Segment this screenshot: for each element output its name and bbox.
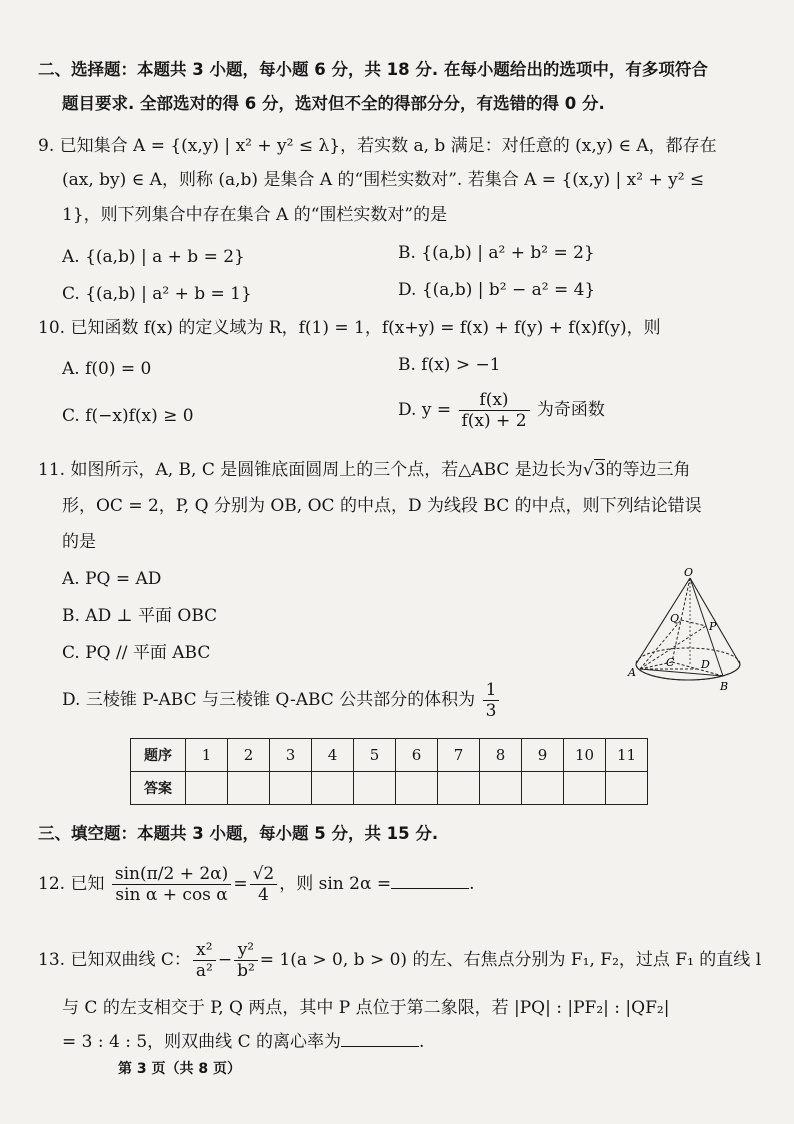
table-number-3: 3 [270, 739, 312, 772]
table-header-number: 题序 [131, 739, 186, 772]
q9-option-a: A. {(a,b) | a + b = 2} [62, 247, 245, 267]
answer-cell[interactable] [186, 772, 228, 805]
answer-cell[interactable] [396, 772, 438, 805]
table-number-8: 8 [480, 739, 522, 772]
q12-fraction [112, 864, 231, 905]
q12-numerator: sin(π/2 + 2α) [112, 864, 231, 885]
q12-equals: = [233, 874, 248, 894]
label-O: O [684, 566, 694, 579]
q13-fraction-x-num: x² [193, 940, 216, 961]
q13-end: . [418, 1032, 425, 1052]
table-number-9: 9 [522, 739, 564, 772]
q13-fraction-x [193, 940, 216, 981]
q9-option-b: B. {(a,b) | a² + b² = 2} [398, 243, 595, 263]
q13-prefix: 13. 已知双曲线 C： [38, 950, 191, 970]
q13-answer-blank[interactable] [341, 1030, 419, 1047]
answer-table [130, 738, 648, 805]
q11-stem-line1-b: 的等边三角 [605, 460, 691, 480]
q11-sqrt-value: 3 [594, 460, 606, 480]
answer-cell[interactable] [312, 772, 354, 805]
table-number-6: 6 [396, 739, 438, 772]
answer-cell[interactable] [270, 772, 312, 805]
q12-rhs-fraction [250, 864, 278, 905]
answer-cell[interactable] [564, 772, 606, 805]
label-B: B [720, 680, 729, 693]
table-number-4: 4 [312, 739, 354, 772]
q11-option-d-numerator: 1 [483, 680, 500, 701]
cone-figure [626, 566, 756, 700]
q12-rhs-denominator: 4 [257, 885, 269, 905]
q10-option-d-suffix: 为奇函数 [536, 400, 605, 420]
q10-option-d [398, 390, 605, 431]
q10-option-d-prefix: D. y = [398, 400, 452, 420]
q13-stem-line1 [38, 940, 761, 981]
q11-option-d-fraction [483, 680, 500, 721]
q12-end: . [469, 874, 475, 894]
table-number-10: 10 [564, 739, 606, 772]
answer-cell[interactable] [438, 772, 480, 805]
label-Q: Q [670, 612, 680, 625]
q11-option-b: B. AD ⊥ 平面 OBC [62, 606, 218, 626]
q10-option-c: C. f(−x)f(x) ≥ 0 [62, 406, 194, 426]
answer-cell[interactable] [522, 772, 564, 805]
q13-fraction-y-num: y² [234, 940, 258, 961]
label-P: P [709, 620, 717, 633]
q13-line3-text: = 3 : 4 : 5，则双曲线 C 的离心率为 [62, 1032, 341, 1052]
q10-stem: 10. 已知函数 f(x) 的定义域为 R，f(1) = 1，f(x+y) = f(x) + f(y) + f(x)f(y)，则 [38, 318, 661, 338]
section2-heading-line1: 二、选择题：本题共 3 小题，每小题 6 分，共 18 分. 在每小题给出的选项中，有多项符合 [38, 60, 708, 79]
q11-option-a: A. PQ = AD [62, 569, 162, 589]
q12-suffix: ，则 sin 2α = [279, 874, 392, 894]
page-footer: 第 3 页（共 8 页） [118, 1061, 241, 1077]
section2-heading-line2: 题目要求. 全部选对的得 6 分，选对但不全的得部分分，有选错的得 0 分. [62, 94, 605, 113]
sqrt-symbol: √ [582, 460, 594, 480]
answer-cell[interactable] [354, 772, 396, 805]
section3-heading: 三、填空题：本题共 3 小题，每小题 5 分，共 15 分. [38, 824, 439, 843]
q10-option-a: A. f(0) = 0 [62, 359, 152, 379]
q12-prefix: 12. 已知 [38, 874, 105, 894]
q13-fraction-x-den: a² [195, 961, 213, 981]
q10-option-b: B. f(x) > −1 [398, 355, 501, 375]
q9-stem-line3: 1}，则下列集合中存在集合 A 的“围栏实数对”的是 [62, 205, 448, 225]
q9-option-c: C. {(a,b) | a² + b = 1} [62, 284, 252, 304]
q9-stem-line2: (ax, by) ∈ A，则称 (a,b) 是集合 A 的“围栏实数对”. 若集合 A = {(x,y) | x² + y² ≤ [62, 170, 705, 190]
q13-minus: − [217, 950, 233, 970]
q13-fraction-y [234, 940, 258, 981]
table-number-7: 7 [438, 739, 480, 772]
line-AB [640, 669, 723, 676]
cone-left-edge [636, 578, 690, 664]
q10-option-d-denominator: f(x) + 2 [461, 411, 527, 431]
q9-option-d: D. {(a,b) | b² − a² = 4} [398, 280, 596, 300]
q12-denominator: sin α + cos α [115, 885, 228, 905]
answer-table-number-row [131, 739, 648, 772]
q11-option-d [62, 680, 501, 721]
answer-table-answer-row [131, 772, 648, 805]
q13-rest: = 1(a > 0, b > 0) 的左、右焦点分别为 F₁, F₂，过点 F₁ 的直线 l [259, 950, 762, 970]
answer-cell[interactable] [228, 772, 270, 805]
q12-stem [38, 864, 475, 905]
q11-option-c: C. PQ // 平面 ABC [62, 643, 211, 663]
answer-cell[interactable] [606, 772, 648, 805]
line-AQ [640, 620, 681, 669]
q9-stem-line1: 9. 已知集合 A = {(x,y) | x² + y² ≤ λ}，若实数 a, b 满足：对任意的 (x,y) ∈ A，都存在 [38, 136, 717, 156]
q13-fraction-y-den: b² [237, 961, 255, 981]
q13-stem-line3 [62, 1030, 424, 1054]
table-number-5: 5 [354, 739, 396, 772]
q11-stem-line2: 形，OC = 2，P, Q 分别为 OB, OC 的中点，D 为线段 BC 的中点，则下列结论错误 [62, 496, 702, 516]
label-A: A [628, 666, 636, 679]
table-header-answer: 答案 [131, 772, 186, 805]
answer-cell[interactable] [480, 772, 522, 805]
table-number-1: 1 [186, 739, 228, 772]
label-C: C [666, 656, 675, 669]
q11-stem-line1 [38, 458, 690, 482]
q13-stem-line2: 与 C 的左支相交于 P, Q 两点，其中 P 点位于第二象限，若 |PQ| : |PF₂| : |QF₂| [62, 998, 670, 1018]
q10-option-d-numerator: f(x) [459, 390, 530, 411]
q12-rhs-numerator: √2 [250, 864, 278, 885]
q11-stem-line1-a: 11. 如图所示，A, B, C 是圆锥底面圆周上的三个点，若△ABC 是边长为 [38, 460, 583, 480]
label-D: D [701, 658, 710, 671]
q11-option-d-denominator: 3 [485, 701, 497, 721]
q11-option-d-prefix: D. 三棱锥 P-ABC 与三棱锥 Q-ABC 公共部分的体积为 [62, 690, 476, 710]
q12-answer-blank[interactable] [391, 872, 469, 889]
table-number-11: 11 [606, 739, 648, 772]
line-QP [681, 620, 706, 626]
q10-option-d-fraction [459, 390, 530, 431]
q11-stem-line3: 的是 [62, 532, 96, 552]
table-number-2: 2 [228, 739, 270, 772]
